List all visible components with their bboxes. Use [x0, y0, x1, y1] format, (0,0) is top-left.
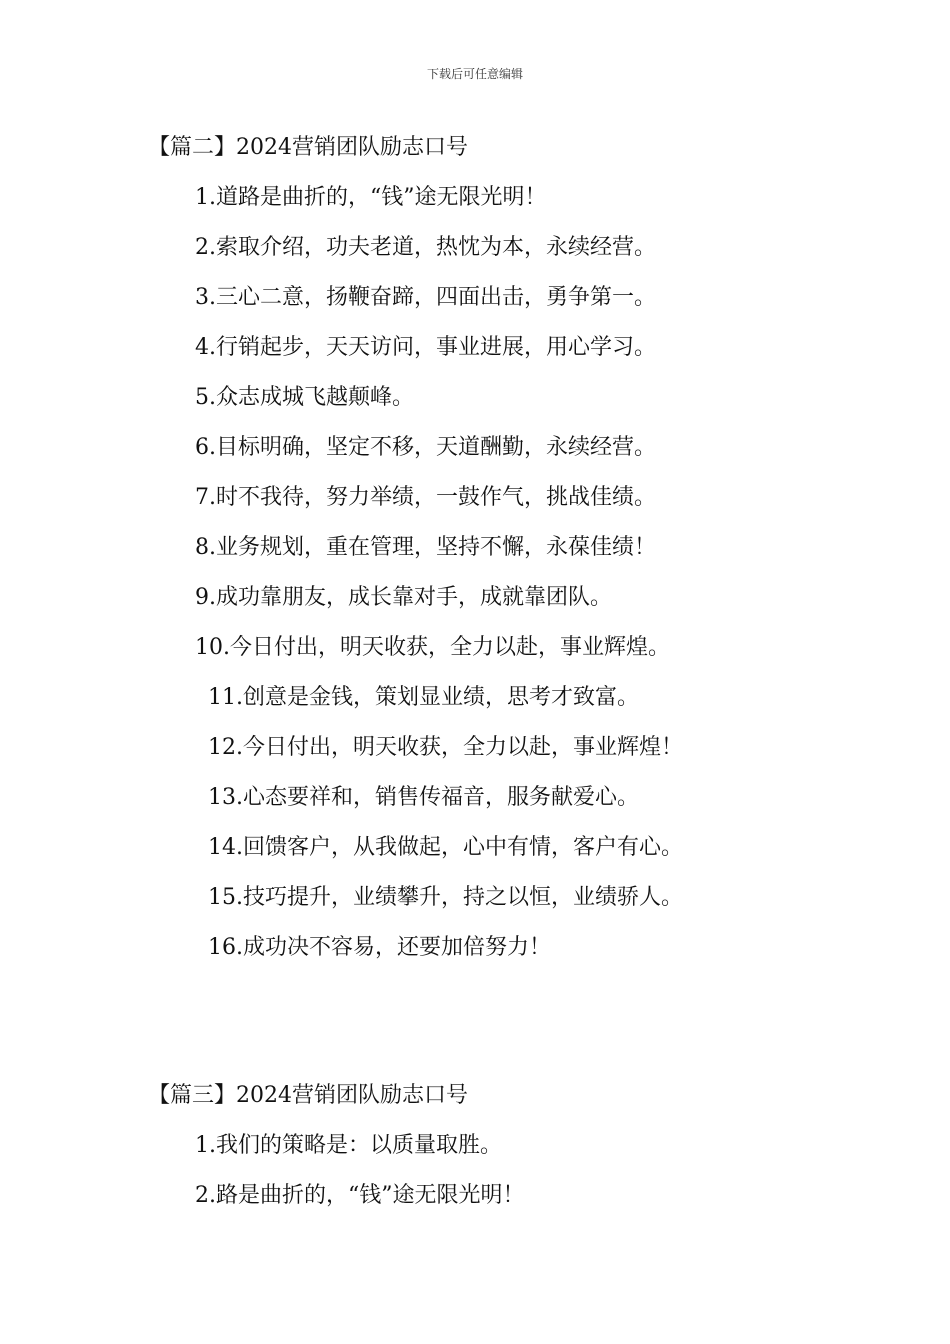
list-item: 11.创意是金钱，策划显业绩，思考才致富。	[208, 685, 639, 710]
list-item: 2.索取介绍，功夫老道，热忱为本，永续经营。	[195, 235, 656, 260]
list-item: 9.成功靠朋友，成长靠对手，成就靠团队。	[195, 585, 612, 610]
list-item: 15.技巧提升，业绩攀升，持之以恒，业绩骄人。	[208, 885, 683, 910]
list-item: 1.我们的策略是：以质量取胜。	[195, 1133, 502, 1158]
list-item: 5.众志成城飞越颠峰。	[195, 385, 414, 410]
list-item: 3.三心二意，扬鞭奋蹄，四面出击，勇争第一。	[195, 285, 656, 310]
list-item: 2.路是曲折的，“钱”途无限光明！	[195, 1183, 525, 1208]
page-header: 下载后可任意编辑	[426, 67, 523, 81]
list-item: 6.目标明确，坚定不移，天道酬勤，永续经营。	[195, 435, 656, 460]
list-item: 8.业务规划，重在管理，坚持不懈，永葆佳绩！	[195, 535, 656, 560]
section-title: 【篇二】2024营销团队励志口号	[148, 135, 468, 160]
list-item: 13.心态要祥和，销售传福音，服务献爱心。	[208, 785, 639, 810]
list-item: 14.回馈客户，从我做起，心中有情，客户有心。	[208, 835, 683, 860]
list-item: 10.今日付出，明天收获，全力以赴，事业辉煌。	[195, 635, 670, 660]
list-item: 4.行销起步，天天访问，事业进展，用心学习。	[195, 335, 656, 360]
list-item: 16.成功决不容易，还要加倍努力！	[208, 935, 551, 960]
section-title: 【篇三】2024营销团队励志口号	[148, 1083, 468, 1108]
list-item: 12.今日付出，明天收获，全力以赴，事业辉煌！	[208, 735, 683, 760]
list-item: 1.道路是曲折的，“钱”途无限光明！	[195, 185, 547, 210]
list-item: 7.时不我待，努力举绩，一鼓作气，挑战佳绩。	[195, 485, 656, 510]
